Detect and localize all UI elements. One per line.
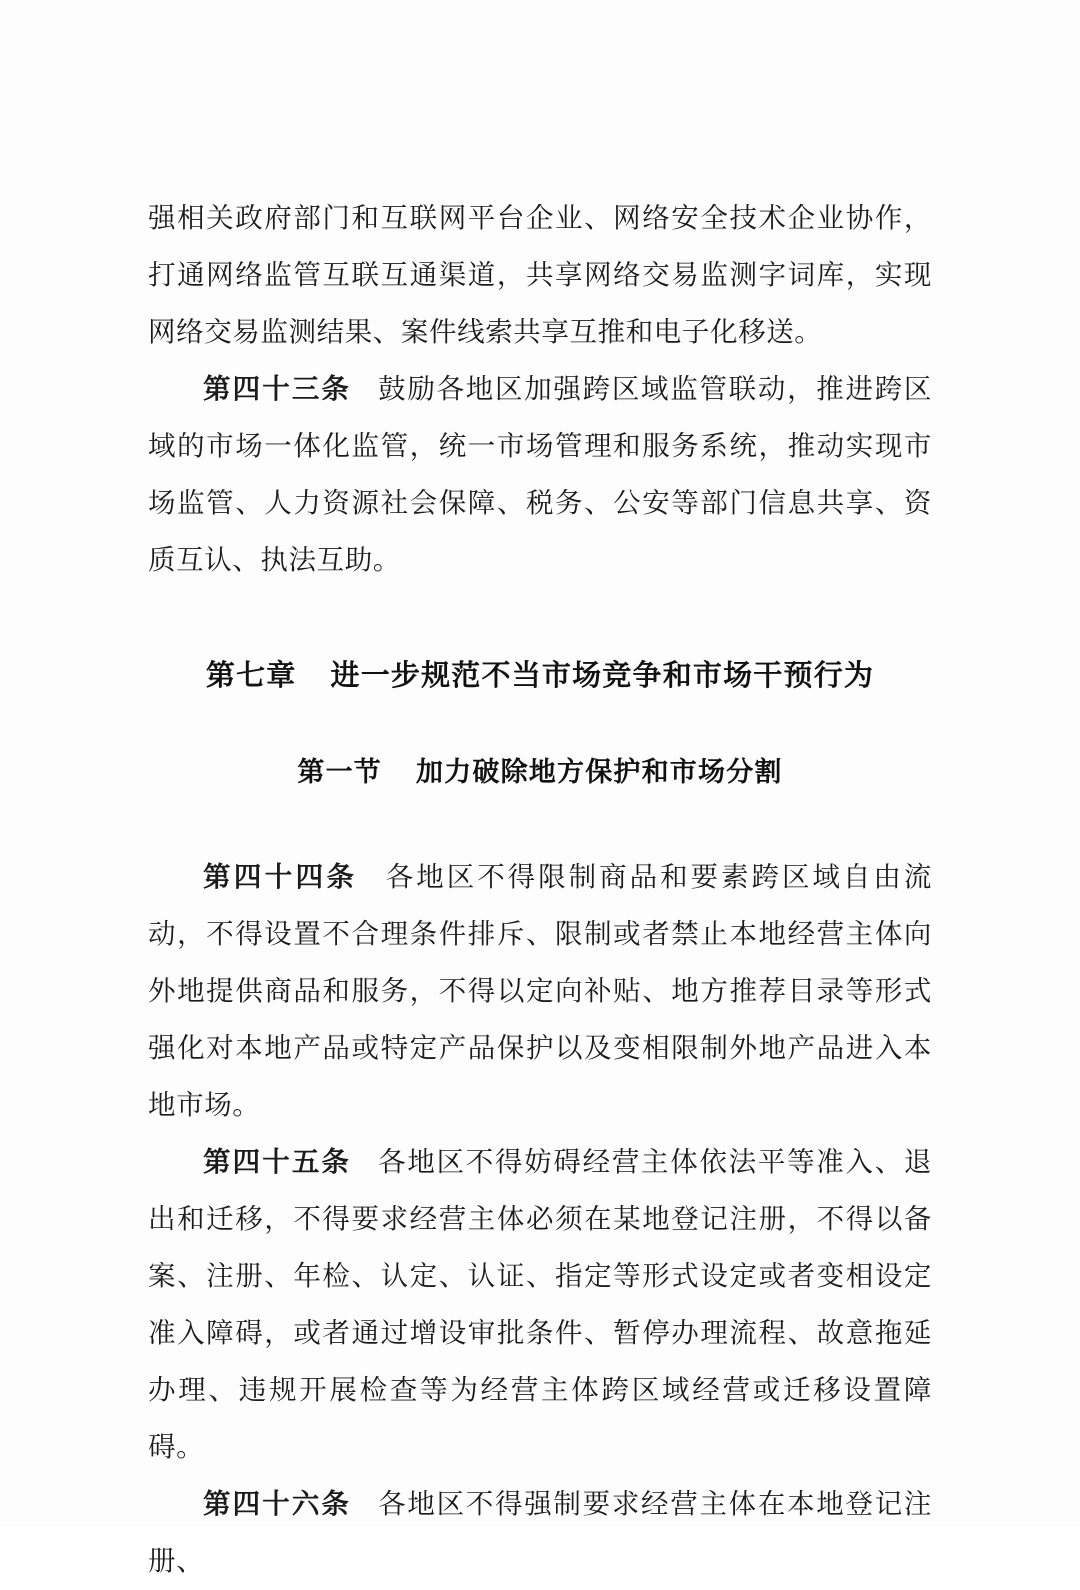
chapter-number: 第七章: [205, 658, 297, 692]
article-label: 第四十三条: [203, 373, 352, 405]
article-text: 各地区不得妨碍经营主体依法平等准入、退出和迁移，不得要求经营主体必须在某地登记注册，不得以备案、注册、年检、认定、认证、指定等形式设定或者变相设定准入障碍，或者通过增设审批条件、暂停办理流程、故意拖延办理、违规开展检查等为经营主体跨区域经营或迁移设置障碍。: [148, 1146, 932, 1463]
section-title: 加力破除地方保护和市场分割: [416, 757, 783, 788]
section-number: 第一节: [297, 757, 382, 788]
section-heading: [148, 747, 932, 799]
article-label: 第四十六条: [203, 1488, 352, 1520]
article-44: [148, 849, 932, 1134]
spacer-before-chapter: [148, 589, 932, 649]
paragraph-continued: [148, 190, 932, 361]
article-text: 鼓励各地区加强跨区域监管联动，推进跨区域的市场一体化监管，统一市场管理和服务系统，推动实现市场监管、人力资源社会保障、税务、公安等部门信息共享、资质互认、执法互助。: [148, 373, 932, 576]
article-45: [148, 1134, 932, 1476]
chapter-title: 进一步规范不当市场竞争和市场干预行为: [330, 658, 875, 692]
spacer-after-section: [148, 799, 932, 849]
chapter-heading: [148, 649, 932, 701]
article-46: [148, 1476, 932, 1590]
spacer-after-chapter: [148, 701, 932, 747]
article-43: [148, 361, 932, 589]
article-text: 各地区不得限制商品和要素跨区域自由流动，不得设置不合理条件排斥、限制或者禁止本地经营主体向外地提供商品和服务，不得以定向补贴、地方推荐目录等形式强化对本地产品或特定产品保护以及变相限制外地产品进入本地市场。: [148, 861, 932, 1121]
article-label: 第四十五条: [203, 1146, 352, 1178]
article-text: 各地区不得强制要求经营主体在本地登记注册、: [148, 1488, 932, 1577]
article-label: 第四十四条: [203, 861, 358, 893]
document-body: [148, 190, 932, 1590]
paragraph-text: 强相关政府部门和互联网平台企业、网络安全技术企业协作，打通网络监管互联互通渠道，共享网络交易监测字词库，实现网络交易监测结果、案件线索共享互推和电子化移送。: [148, 202, 932, 348]
